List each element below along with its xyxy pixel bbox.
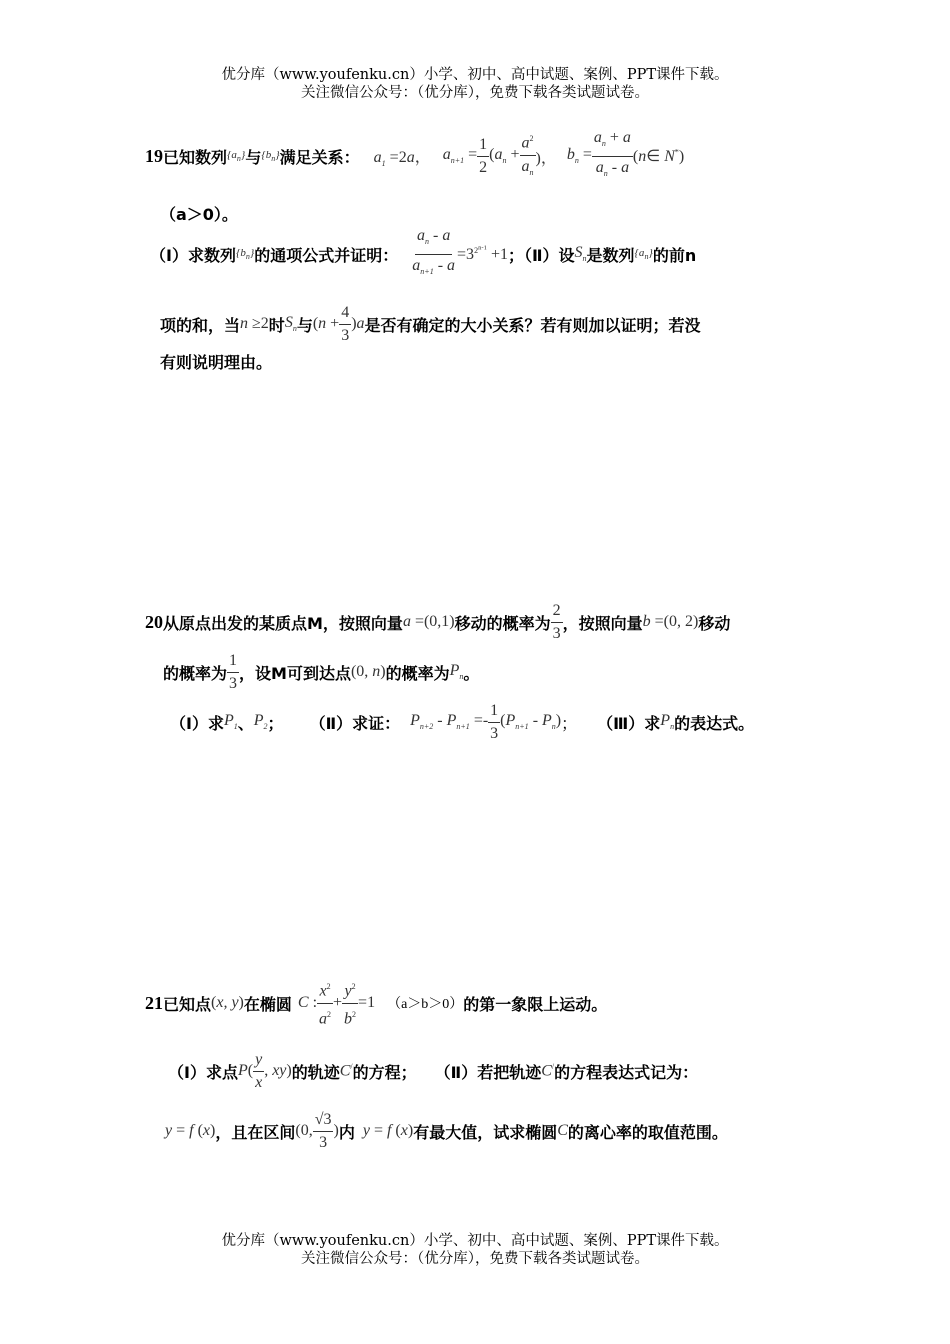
q20-frac-one-third-2: $\frac{1}{3}$ — [490, 701, 499, 742]
q19-formula-a1: $a_1 =2a$， — [373, 148, 431, 169]
q21-text-4: 的第一象限上运动。 — [463, 994, 608, 1014]
q20-frac-two-thirds: $\frac{2}{3}$ — [552, 601, 561, 642]
q19-part1-text: 的通项公式并证明： — [254, 245, 399, 265]
q21-condition: （a＞b＞0） — [387, 997, 464, 1012]
page-footer-line-2: 关注微信公众号：（优分库），免费下载各类试题试卷。 — [301, 1251, 649, 1267]
q20-recurrence-tail: $(P_{n+1} - P_n)$ — [500, 712, 562, 732]
q19-line4-c: 与 — [296, 315, 313, 335]
q19-text-3: 满足关系： — [279, 147, 360, 167]
q19-formula-recurrence: $a_{n+1}$ = — [442, 146, 478, 166]
q20-l2-d: 。 — [463, 663, 480, 683]
q21-plus: + — [333, 994, 343, 1011]
q21-text-2: 在椭圆 — [243, 994, 292, 1014]
q19-formula-power: $=3^{2^{n-1}} +1$ — [457, 244, 508, 263]
q20-l2-a: 的概率为 — [163, 663, 228, 683]
q19-part2-text: 是数列 — [586, 245, 635, 265]
q21-interval-open: (0, — [295, 1122, 313, 1139]
q19-part2-label: ；（Ⅱ）设 — [507, 245, 575, 265]
q21-frac-x2a2: $\frac{x^2}{a^2}$ — [317, 976, 333, 1030]
q19-n-plus: (n + — [312, 315, 340, 332]
q20-text-2: 移动的概率为 — [454, 613, 551, 633]
q21-number: 21 — [145, 992, 163, 1013]
q20-frac-one-third: $\frac{1}{3}$ — [229, 651, 238, 692]
q21-part1-c: 的方程； — [352, 1062, 417, 1082]
q20-line-2 — [163, 648, 479, 696]
q21-c-3: C — [557, 1122, 568, 1139]
q21-frac-y-over-x: $\frac{y}{x}$ — [255, 1050, 263, 1091]
q19-line-1 — [145, 129, 685, 178]
q19-formula-domain: (n∈ N*) — [632, 147, 685, 165]
q20-text-4: 移动 — [698, 613, 731, 633]
q21-frac-y2b2: $\frac{y^2}{b^2}$ — [342, 976, 358, 1030]
q21-l3-a: ，且在区间 — [215, 1122, 296, 1142]
q20-l2-b: ，设M可到达点 — [239, 663, 351, 683]
q21-l3-b: 内 — [338, 1122, 355, 1142]
q20-point-0n: (0, n) — [350, 663, 386, 680]
q19-line-5: 有则说明理由。 — [160, 353, 273, 372]
q19-number: 19 — [145, 145, 163, 166]
q21-point-p-tail: , xy) — [264, 1062, 292, 1079]
q19-frac-half: $\frac{1}{2}$ — [479, 135, 488, 176]
q21-text-1: 已知点 — [163, 994, 212, 1014]
q19-close-a: )a — [351, 315, 365, 332]
q21-y-fx-2: y = f (x) — [362, 1122, 414, 1139]
q21-ellipse-c: C : — [297, 994, 318, 1011]
q19-frac-a2-an: $\frac{a^2}{a_n}$ — [520, 128, 536, 184]
q19-sn-2: $S_n$ — [284, 314, 297, 334]
q19-seq-a-2: $\{a_n\}$ — [634, 246, 653, 262]
q19-text-1: 已知数列 — [163, 147, 228, 167]
q19-line4-d: 是否有确定的大小关系？若有则加以证明；若没 — [364, 315, 701, 335]
q20-part3-end: 的表达式。 — [674, 713, 755, 733]
q21-part2: （Ⅱ）若把轨迹 — [434, 1062, 542, 1082]
q20-part1: （Ⅰ）求 — [170, 713, 224, 733]
q20-pn-2: $P_n$ — [660, 712, 675, 732]
q20-vector-a: a =(0,1) — [402, 613, 455, 630]
q21-line-1 — [145, 978, 607, 1028]
q20-text-1: 从原点出发的某质点M，按照向量 — [163, 613, 403, 633]
q19-seq-b: $\{b_n\}$ — [261, 148, 280, 164]
q19-frac-proof: $\frac{a_n - a}{a_{n+1} - a}$ — [412, 227, 456, 276]
q19-condition: （a＞0）。 — [160, 205, 238, 224]
q19-formula-bn: $b_n$ = — [566, 146, 592, 166]
q19-part1-label: （Ⅰ）求数列 — [150, 245, 236, 265]
q21-c-prime-2: C/ — [541, 1061, 555, 1080]
page-footer-line-1: 优分库（www.youfenku.cn）小学、初中、高中试题、案例、PPT课件下载。 — [221, 1233, 729, 1249]
q21-line-2 — [168, 1046, 698, 1096]
q21-eq-one: =1 — [358, 994, 376, 1011]
q21-part1: （Ⅰ）求点 — [168, 1062, 238, 1082]
q20-line-1 — [145, 598, 730, 646]
q20-part3: （Ⅲ）求 — [597, 713, 661, 733]
q20-line-3 — [170, 698, 754, 746]
q19-seq-a: $\{a_n\}$ — [227, 148, 246, 164]
q21-part2-b: 的方程表达式记为： — [554, 1062, 699, 1082]
q19-frac-bn: $\frac{a_n + a}{a_n - a}$ — [593, 129, 631, 178]
q20-vector-b: b =(0, 2) — [642, 613, 699, 630]
q19-line4-a: 项的和，当 — [160, 315, 241, 335]
q19-frac-four-thirds: $\frac{4}{3}$ — [341, 303, 350, 344]
q19-formula-close: )， — [535, 149, 557, 167]
q21-part1-b: 的轨迹 — [291, 1062, 340, 1082]
q21-c-prime: C/ — [339, 1061, 353, 1080]
q21-l3-d: 的离心率的取值范围。 — [567, 1122, 728, 1142]
q20-l2-c: 的概率为 — [385, 663, 450, 683]
page-header-line-2: 关注微信公众号：（优分库），免费下载各类试题试卷。 — [301, 85, 649, 101]
q21-l3-c: 有最大值，试求椭圆 — [413, 1122, 558, 1142]
q20-p1: $P_1$ — [223, 712, 238, 732]
q20-part2-end: ； — [561, 713, 578, 733]
q19-line-4 — [160, 300, 701, 348]
q20-recurrence: $P_{n+2} - P_{n+1}$ =- — [410, 712, 489, 732]
q20-p2: $P_2$ — [253, 712, 268, 732]
q21-line-3 — [165, 1104, 728, 1158]
q19-line-3 — [150, 227, 697, 276]
q20-part1-sep: 、 — [237, 713, 254, 733]
q19-part2-tail: 的前n — [652, 245, 697, 265]
q19-text-2: 与 — [245, 147, 262, 167]
q19-line4-b: 时 — [268, 315, 285, 335]
q21-point-p: P( — [237, 1062, 254, 1079]
q19-seq-b-2: $\{b_n\}$ — [235, 246, 255, 262]
q21-interval-close: ) — [333, 1122, 339, 1139]
q20-number: 20 — [145, 611, 163, 632]
q21-y-fx: y = f (x) — [165, 1122, 216, 1139]
q20-pn: $P_n$ — [449, 662, 464, 682]
q21-frac-sqrt3-3: $\frac{√3}{3}$ — [314, 1110, 332, 1151]
q20-part1-end: ； — [267, 713, 284, 733]
q19-sn: $S_n$ — [574, 244, 587, 264]
q21-point-xy: (x, y) — [211, 994, 244, 1011]
page-header-line-1: 优分库（www.youfenku.cn）小学、初中、高中试题、案例、PPT课件下载。 — [221, 67, 729, 83]
q19-formula-paren: ($a_n$ + — [489, 146, 520, 166]
q20-text-3: ，按照向量 — [562, 613, 643, 633]
q20-part2: （Ⅱ）求证： — [309, 713, 401, 733]
q19-n-ge-2: n ≥2 — [240, 315, 269, 332]
